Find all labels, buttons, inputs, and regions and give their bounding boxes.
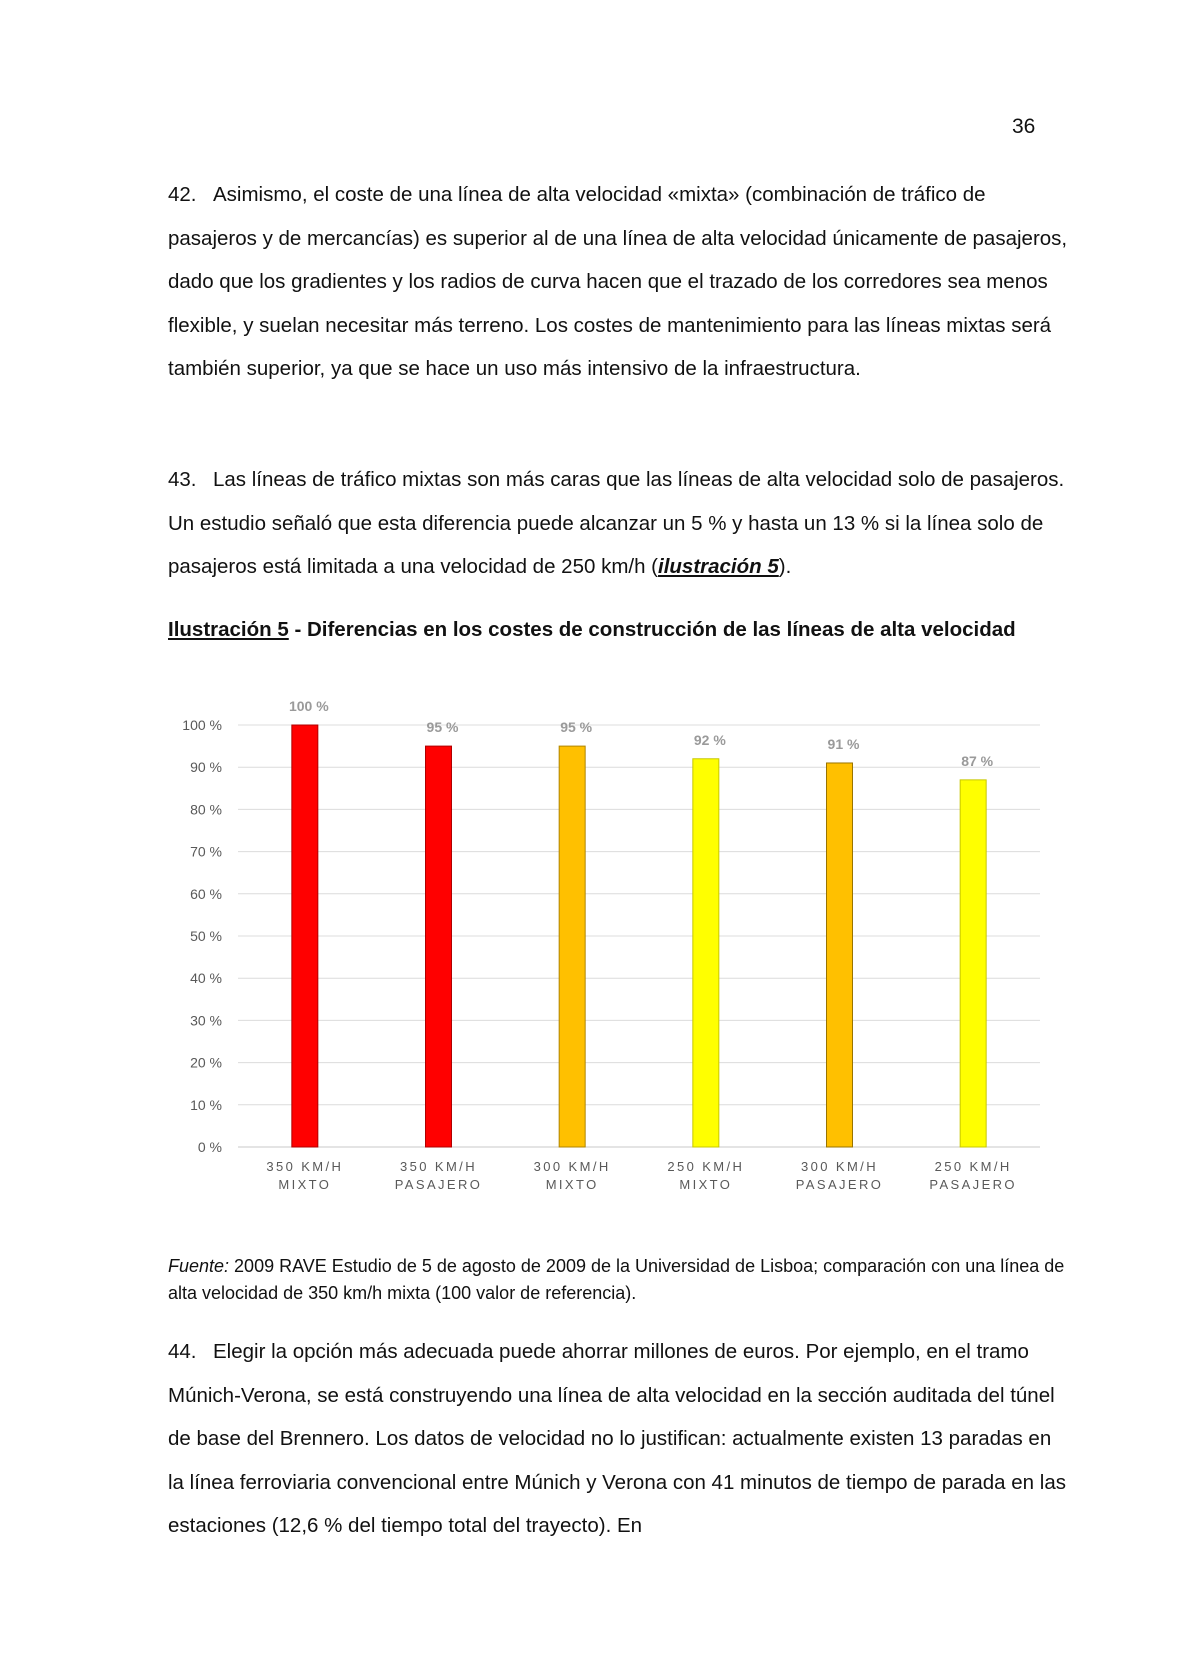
figure-label: Ilustración 5 bbox=[168, 618, 289, 641]
data-label: 92 % bbox=[693, 731, 726, 748]
paragraph-number: 42. bbox=[168, 183, 197, 206]
paragraph-text-end: ). bbox=[778, 555, 792, 578]
data-label: 95 % bbox=[426, 719, 459, 736]
paragraph-number: 44. bbox=[168, 1340, 197, 1363]
data-label: 100 % bbox=[288, 698, 329, 714]
x-tick-label: PASAJERO bbox=[795, 1177, 884, 1192]
figure-title bbox=[168, 618, 1016, 642]
x-tick-label: MIXTO bbox=[278, 1177, 332, 1192]
y-tick-label: 70 % bbox=[190, 843, 222, 860]
data-label: 91 % bbox=[827, 735, 860, 752]
figure-source bbox=[168, 1253, 1073, 1307]
x-tick-label: 350 KM/H bbox=[399, 1159, 478, 1174]
x-tick-label: MIXTO bbox=[679, 1177, 733, 1192]
paragraph-42 bbox=[168, 173, 1068, 391]
y-tick-label: 20 % bbox=[190, 1054, 222, 1071]
x-tick-label: 250 KM/H bbox=[934, 1159, 1012, 1174]
figure-title-text: - Diferencias en los costes de construcción de las líneas de alta velocidad bbox=[288, 618, 1016, 641]
bar bbox=[960, 780, 986, 1147]
y-tick-label: 40 % bbox=[190, 970, 222, 987]
bar bbox=[426, 746, 452, 1147]
x-tick-label: PASAJERO bbox=[394, 1177, 483, 1192]
figure-reference-link[interactable]: ilustración 5 bbox=[658, 555, 779, 578]
paragraph-44 bbox=[168, 1330, 1068, 1548]
source-lead: Fuente: bbox=[168, 1256, 230, 1276]
x-tick-label: 250 KM/H bbox=[667, 1159, 745, 1174]
y-tick-label: 100 % bbox=[182, 717, 222, 733]
x-tick-label: 300 KM/H bbox=[800, 1159, 879, 1174]
bar bbox=[559, 746, 585, 1147]
bar bbox=[827, 763, 853, 1147]
bar bbox=[292, 725, 318, 1147]
paragraph-43 bbox=[168, 458, 1068, 589]
x-tick-label: PASAJERO bbox=[929, 1177, 1017, 1192]
y-tick-label: 80 % bbox=[190, 801, 222, 818]
y-tick-label: 30 % bbox=[190, 1012, 222, 1029]
x-tick-label: 350 KM/H bbox=[266, 1159, 344, 1174]
paragraph-text: Las líneas de tráfico mixtas son más caras que las líneas de alta velocidad solo de pasajeros. Un estudio señaló que esta diferencia puede alcanzar un 5 % y hasta un 13 % si la línea solo de pasajeros está limitada a una velocidad de 250 km/h ( bbox=[168, 468, 1065, 578]
y-tick-label: 0 % bbox=[197, 1139, 222, 1155]
paragraph-text: Asimismo, el coste de una línea de alta velocidad «mixta» (combinación de tráfico de pasajeros y de mercancías) es superior al de una línea de alta velocidad únicamente de pasajeros, dado que los gradientes y los radios de curva hacen que el trazado de los corredores sea menos flexible, y suelan necesitar más terreno. Los costes de mantenimiento para las líneas mixtas será también superior, ya que se hace un uso más intensivo de la infraestructura. bbox=[168, 183, 1068, 380]
source-text: 2009 RAVE Estudio de 5 de agosto de 2009 de la Universidad de Lisboa; comparación con una línea de alta velocidad de 350 km/h mixta (100 valor de referencia). bbox=[168, 1256, 1065, 1303]
y-tick-label: 50 % bbox=[190, 928, 222, 944]
page-number: 36 bbox=[1012, 115, 1036, 138]
y-tick-label: 10 % bbox=[190, 1096, 222, 1113]
paragraph-text: Elegir la opción más adecuada puede ahorrar millones de euros. Por ejemplo, en el tramo Múnich-Verona, se está construyendo una línea de alta velocidad en la sección auditada del túnel de base del Brennero. Los datos de velocidad no lo justifican: actualmente existen 13 paradas en la línea ferroviaria convencional entre Múnich y Verona con 41 minutos de tiempo de parada en las estaciones (12,6 % del tiempo total del trayecto). En bbox=[168, 1340, 1066, 1537]
x-tick-label: MIXTO bbox=[545, 1177, 599, 1192]
y-tick-label: 60 % bbox=[190, 885, 222, 902]
data-label: 95 % bbox=[560, 719, 593, 736]
paragraph-number: 43. bbox=[168, 468, 197, 491]
x-tick-label: 300 KM/H bbox=[533, 1159, 611, 1174]
bar bbox=[693, 759, 719, 1147]
y-tick-label: 90 % bbox=[190, 759, 222, 776]
data-label: 87 % bbox=[961, 752, 994, 769]
bar-chart bbox=[170, 680, 1050, 1200]
